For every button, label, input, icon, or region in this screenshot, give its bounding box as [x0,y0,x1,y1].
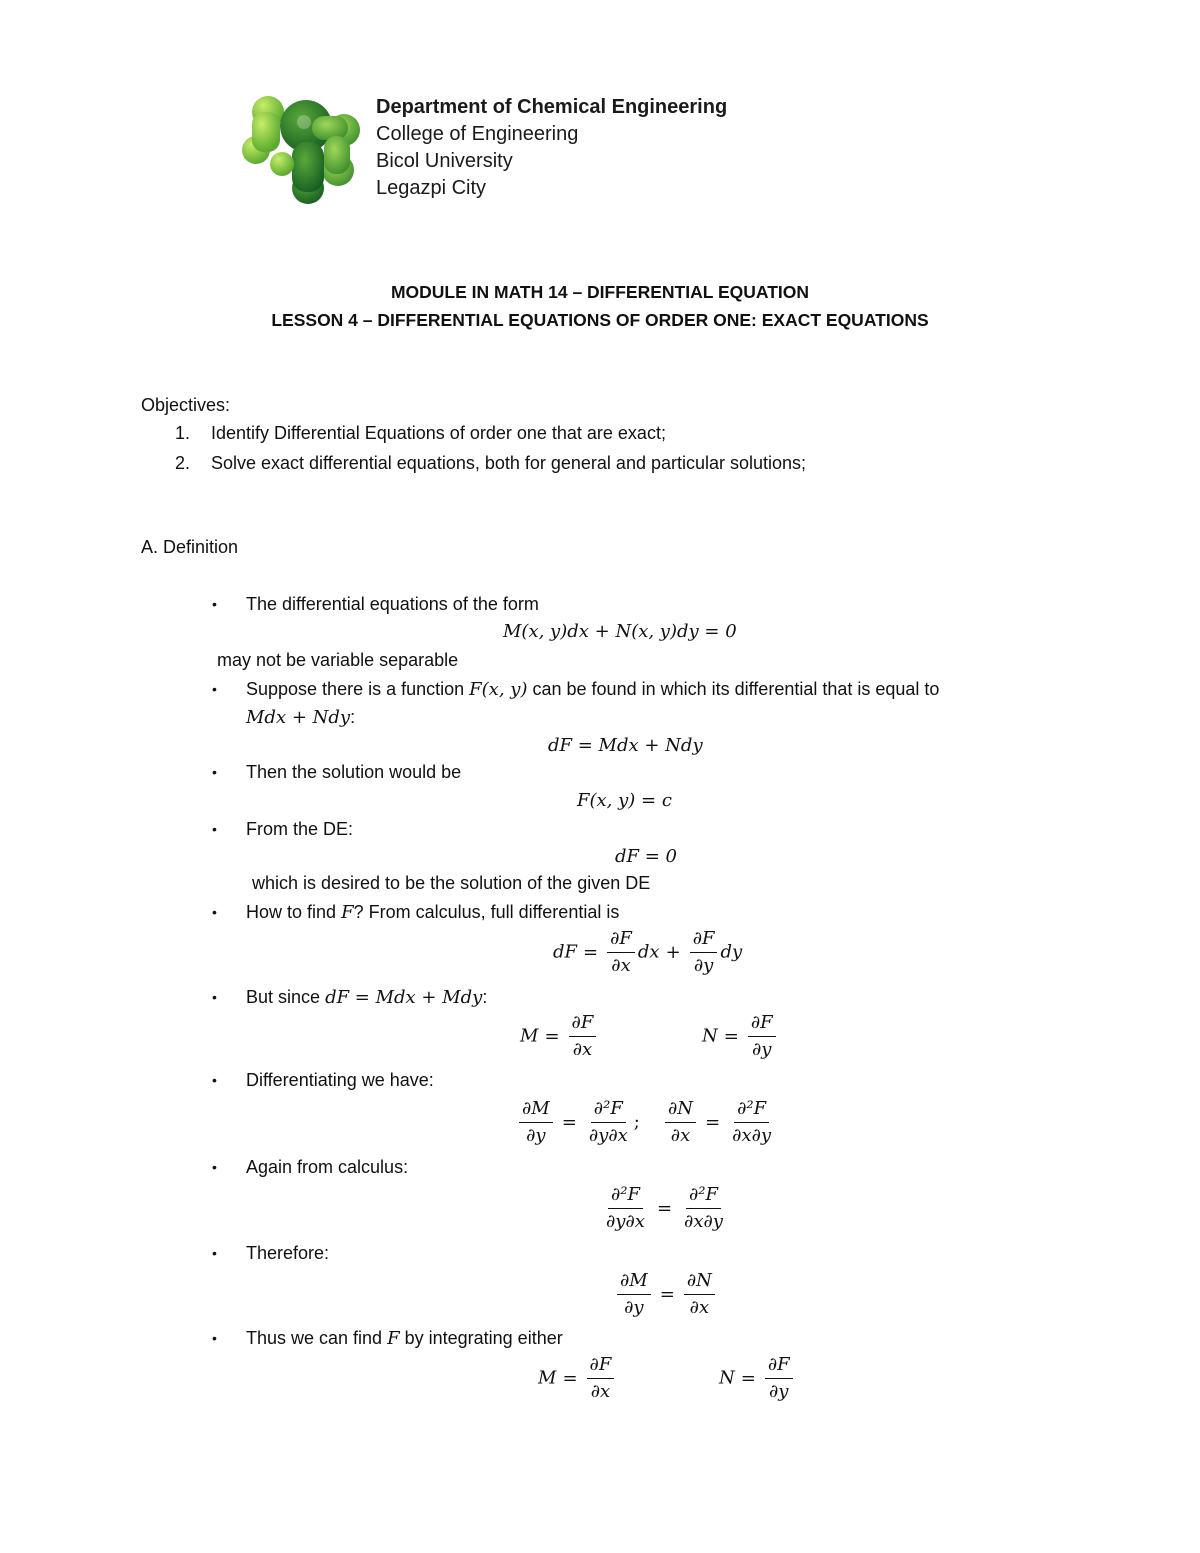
bullet-icon: • [212,904,217,920]
text-fragment: How to find [246,902,337,922]
numerator: ∂N [684,1270,715,1295]
numerator: ∂N [665,1098,696,1123]
equals-sign: = [561,1111,577,1133]
objective-number: 1. [175,423,191,443]
fraction [519,1098,553,1147]
math-term: dF [553,941,578,963]
definition-text: From the DE: [246,819,354,839]
inline-math: F(x, y) [469,679,528,700]
bullet-icon: • [212,1245,217,1261]
equation-mixed-partials-N [662,1098,777,1147]
fraction [690,928,718,977]
math-term: dx [637,941,660,963]
inline-math: Mdx + Ndy [246,707,351,728]
bullet-icon: • [212,1072,217,1088]
text-fragment: : [350,707,356,727]
equals-sign: = [705,1111,721,1133]
math-term: N [719,1367,735,1389]
denominator: ∂y [769,1381,789,1402]
bullet-icon: • [212,821,217,837]
university-name: Bicol University [376,150,513,172]
text-fragment: : [482,987,488,1007]
inline-math: F [387,1328,400,1349]
equals-sign: = [656,1197,673,1219]
fraction [748,1012,776,1061]
equation-total-differential: dF = Mdx + Ndy [548,735,703,756]
text-fragment: Thus we can find [246,1328,383,1348]
definition-text: Again from calculus: [246,1157,409,1177]
equals-sign: = [562,1367,578,1389]
equals-sign: = [583,941,599,963]
equation-clairaut [600,1184,729,1233]
equation-M-integrate [538,1354,617,1403]
numerator: ∂F [587,1354,615,1379]
numerator: ∂F [607,928,635,953]
definition-text [246,987,487,1008]
fraction [603,1184,648,1233]
inline-math: F [341,902,354,923]
city-name: Legazpi City [376,177,487,199]
text-fragment: But since [246,987,321,1007]
bullet-icon: • [212,1330,217,1346]
equation-exactness-test [614,1270,718,1319]
equals-sign: = [723,1025,739,1047]
objectives-heading: Objectives: [141,395,231,415]
denominator: ∂x [590,1381,611,1402]
denominator: ∂x [670,1125,691,1146]
numerator: ∂F [569,1012,597,1037]
text-fragment: Suppose there is a function [246,679,465,699]
equation-solution: F(x, y) = c [577,790,672,811]
fraction [569,1012,597,1061]
numerator: ∂M [617,1270,651,1295]
lesson-title: LESSON 4 – DIFFERENTIAL EQUATIONS OF ORDER ONE: EXACT EQUATIONS [271,310,929,330]
fraction [607,928,635,977]
fraction [765,1354,793,1403]
denominator: ∂x [572,1039,593,1060]
plus-sign: + [665,941,681,963]
college-name: College of Engineering [376,123,579,145]
definition-note: may not be variable separable [217,650,459,670]
numerator: ∂²F [734,1098,769,1123]
fraction [729,1098,774,1147]
math-term: M [538,1367,557,1389]
denominator: ∂x∂y [684,1211,723,1232]
numerator: ∂M [519,1098,553,1123]
objective-item: Solve exact differential equations, both for general and particular solutions; [211,453,807,473]
math-term: M [520,1025,539,1047]
objective-item: Identify Differential Equations of order one that are exact; [211,423,666,443]
equals-sign: = [659,1283,675,1305]
fraction [665,1098,696,1147]
math-term: dy [720,941,743,963]
definition-text: Therefore: [246,1243,330,1263]
denominator: ∂x [611,955,631,976]
fraction [684,1270,715,1319]
definition-text: Differentiating we have: [246,1070,434,1090]
definition-text [246,679,939,700]
equation-mixed-partials-M [516,1098,640,1147]
denominator: ∂y∂x [606,1211,645,1232]
definition-text [246,1328,563,1349]
equation-M-definition [520,1012,599,1061]
bullet-icon: • [212,764,217,780]
bullet-icon: • [212,989,217,1005]
department-name: Department of Chemical Engineering [376,96,728,118]
definition-text: Then the solution would be [246,762,462,782]
equation-full-differential [553,928,742,977]
denominator: ∂y [624,1297,644,1318]
equals-sign: = [740,1367,756,1389]
equation-N-definition [702,1012,779,1061]
definition-note: which is desired to be the solution of the given DE [252,873,651,893]
fraction [617,1270,651,1319]
fraction [681,1184,726,1233]
equation-dF-zero: dF = 0 [615,846,677,867]
definition-text [246,707,355,728]
fraction [587,1354,615,1403]
institution-header [376,94,727,202]
denominator: ∂y∂x [588,1125,628,1146]
numerator: ∂F [748,1012,776,1037]
numerator: ∂F [690,928,718,953]
numerator: ∂²F [686,1184,721,1209]
department-logo [238,92,364,208]
equation-general-form: M(x, y)dx + N(x, y)dy = 0 [503,621,737,642]
bullet-icon: • [212,596,217,612]
separator: ; [633,1111,640,1133]
text-fragment: by integrating either [404,1328,563,1348]
denominator: ∂y [526,1125,546,1146]
inline-math: dF = Mdx + Mdy [325,987,483,1008]
numerator: ∂²F [591,1098,626,1123]
denominator: ∂y [752,1039,772,1060]
denominator: ∂x∂y [732,1125,772,1146]
module-title: MODULE IN MATH 14 – DIFFERENTIAL EQUATION [390,282,810,302]
numerator: ∂F [765,1354,793,1379]
definition-text: The differential equations of the form [246,594,539,614]
denominator: ∂y [693,955,714,976]
numerator: ∂²F [608,1184,643,1209]
text-fragment: ? From calculus, full differential is [353,902,620,922]
text-fragment: can be found in which its differential that is equal to [532,679,940,699]
bullet-icon: • [212,681,217,697]
equation-N-integrate [719,1354,796,1403]
bullet-icon: • [212,1159,217,1175]
fraction [586,1098,631,1147]
objective-number: 2. [175,453,191,473]
denominator: ∂x [689,1297,710,1318]
section-heading: A. Definition [141,537,239,557]
definition-text [246,902,619,923]
equals-sign: = [544,1025,560,1047]
math-term: N [702,1025,718,1047]
